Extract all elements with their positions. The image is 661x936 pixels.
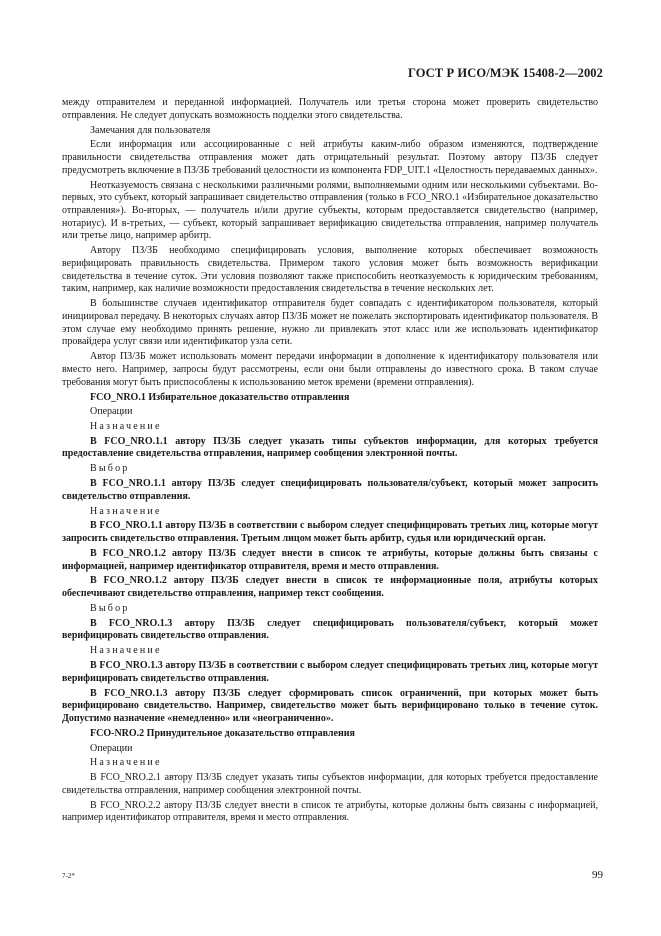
paragraph-13: Назначение	[90, 505, 162, 517]
paragraph-1: Замечания для пользователя	[90, 124, 211, 136]
paragraph-9: Назначение	[90, 421, 162, 432]
paragraph-3: Неотказуемость связана с несколькими различными ролями, выполняемыми одним или несколькими субъектами. Во-первых, это субъект, который запрашивает свидетельство отправления (только в FCO_NRO.1 «Избирательное доказательство отправления»). Во-вторых, — получатель и/или другие субъекты, которым предоставляется свидетельство (например, нотариус). И в-третьих, — субъект, который запрашивает верификацию свидетельства отправления, например получатель или третье лицо, например арбитр.	[62, 179, 598, 242]
paragraph-5: В большинстве случаев идентификатор отправителя будет совпадать с идентификатором пользователя, который инициировал передачу. В некоторых случаях автор ПЗ/ЗБ может не пожелать экспортировать идентификатор пользователя. В этом случае ему необходимо принять решение, нужно ли привлекать этот класс или же использовать идентификатор провайдера услуг связи или идентификатор узла сети.	[62, 298, 598, 348]
page-header-title: ГОСТ Р ИСО/МЭК 15408-2—2002	[407, 66, 603, 80]
paragraph-21: В FCO_NRO.1.3 автору ПЗ/ЗБ следует сформировать список ограничений, при которых может быть верифицировано свидетельство. Например, свидетельство может быть верифицировано только в течение суток. Допустимо назначение «немедленно» или «неограниченно».	[62, 687, 598, 725]
paragraph-16: В FCO_NRO.1.2 автору ПЗ/ЗБ следует внести в список те информационные поля, атрибуты которых обеспечивают свидетельство отправления, например текст сообщения.	[62, 575, 598, 600]
paragraph-2: Если информация или ассоциированные с ней атрибуты каким-либо образом изменяются, подтверждение правильности свидетельства отправления может дать отрицательный результат. Поэтому автору ПЗ/ЗБ следует предусмотреть включение в ПЗ/ЗБ требований целостности из компонента FDP_UIT.1 «Целостность передаваемых данных».	[62, 139, 598, 176]
paragraph-4: Автору ПЗ/ЗБ необходимо специфицировать условия, выполнение которых обеспечивает возможность верифицировать правильность свидетельства. Примером такого условия может быть возможность верификации свидетельства в течение суток. Эти условия позволяют также приспособить неотказуемость к юридическим требованиям, таким, например, как наличие возможности предоставления свидетельства в течение нескольких лет.	[62, 245, 598, 295]
paragraph-25: В FCO_NRO.2.1 автору ПЗ/ЗБ следует указать типы субъектов информации, для которых требуется предоставление свидетельства отправления, например сообщения электронной почты.	[62, 772, 598, 796]
paragraph-22: FCO-NRO.2 Принудительное доказательство отправления	[90, 727, 355, 739]
paragraph-8: Операции	[90, 406, 133, 418]
paragraph-6: Автор ПЗ/ЗБ может использовать момент передачи информации в дополнение к идентификатору пользователя или вместо него. Например, запросы будут рассмотрены, если они были отправлены до известного срока. В таком случае требования могут быть приспособлены к использованию меток времени (времени отправления).	[62, 351, 598, 388]
paragraph-0: между отправителем и переданной информацией. Получатель или третья сторона может проверить свидетельство отправления. Не следует допускать возможность подделки этого свидетельства.	[62, 97, 598, 121]
footer-signature-mark: 7-2*	[62, 872, 75, 880]
paragraph-14: В FCO_NRO.1.1 автору ПЗ/ЗБ в соответствии с выбором следует специфицировать третьих лиц, которые могут запросить свидетельство отправления. Третьим лицом может быть арбитр, судья или юридический орган.	[62, 520, 598, 544]
paragraph-26: В FCO_NRO.2.2 автору ПЗ/ЗБ следует внести в список те атрибуты, которые должны быть связаны с информацией, например идентификатор отправителя, время и место отправления.	[62, 799, 598, 824]
paragraph-19: Назначение	[90, 645, 162, 657]
paragraph-12: В FCO_NRO.1.1 автору ПЗ/ЗБ следует специфицировать пользователя/субъект, который может запросить свидетельство отправления.	[62, 478, 598, 502]
paragraph-11: Выбор	[90, 463, 130, 475]
paragraph-10: В FCO_NRO.1.1 автору ПЗ/ЗБ следует указать типы субъектов информации, для которых требуется предоставление свидетельства отправления, например сообщения электронной почты.	[62, 435, 598, 460]
page-body	[62, 97, 598, 827]
page-number: 99	[592, 869, 603, 881]
paragraph-23: Операции	[90, 742, 133, 754]
paragraph-7: FCO_NRO.1 Избирательное доказательство отправления	[90, 391, 350, 403]
paragraph-18: В FCO_NRO.1.3 автору ПЗ/ЗБ следует специфицировать пользователя/субъект, который может верифицировать свидетельство отправления.	[62, 617, 598, 642]
paragraph-17: Выбор	[90, 603, 130, 615]
paragraph-24: Назначение	[90, 757, 162, 769]
paragraph-15: В FCO_NRO.1.2 автору ПЗ/ЗБ следует внести в список те атрибуты, которые должны быть связаны с информацией, например идентификатор отправителя, время и место отправления.	[62, 547, 598, 572]
paragraph-20: В FCO_NRO.1.3 автору ПЗ/ЗБ в соответствии с выбором следует специфицировать третьих лиц, которые могут верифицировать свидетельство отправления.	[62, 660, 598, 684]
